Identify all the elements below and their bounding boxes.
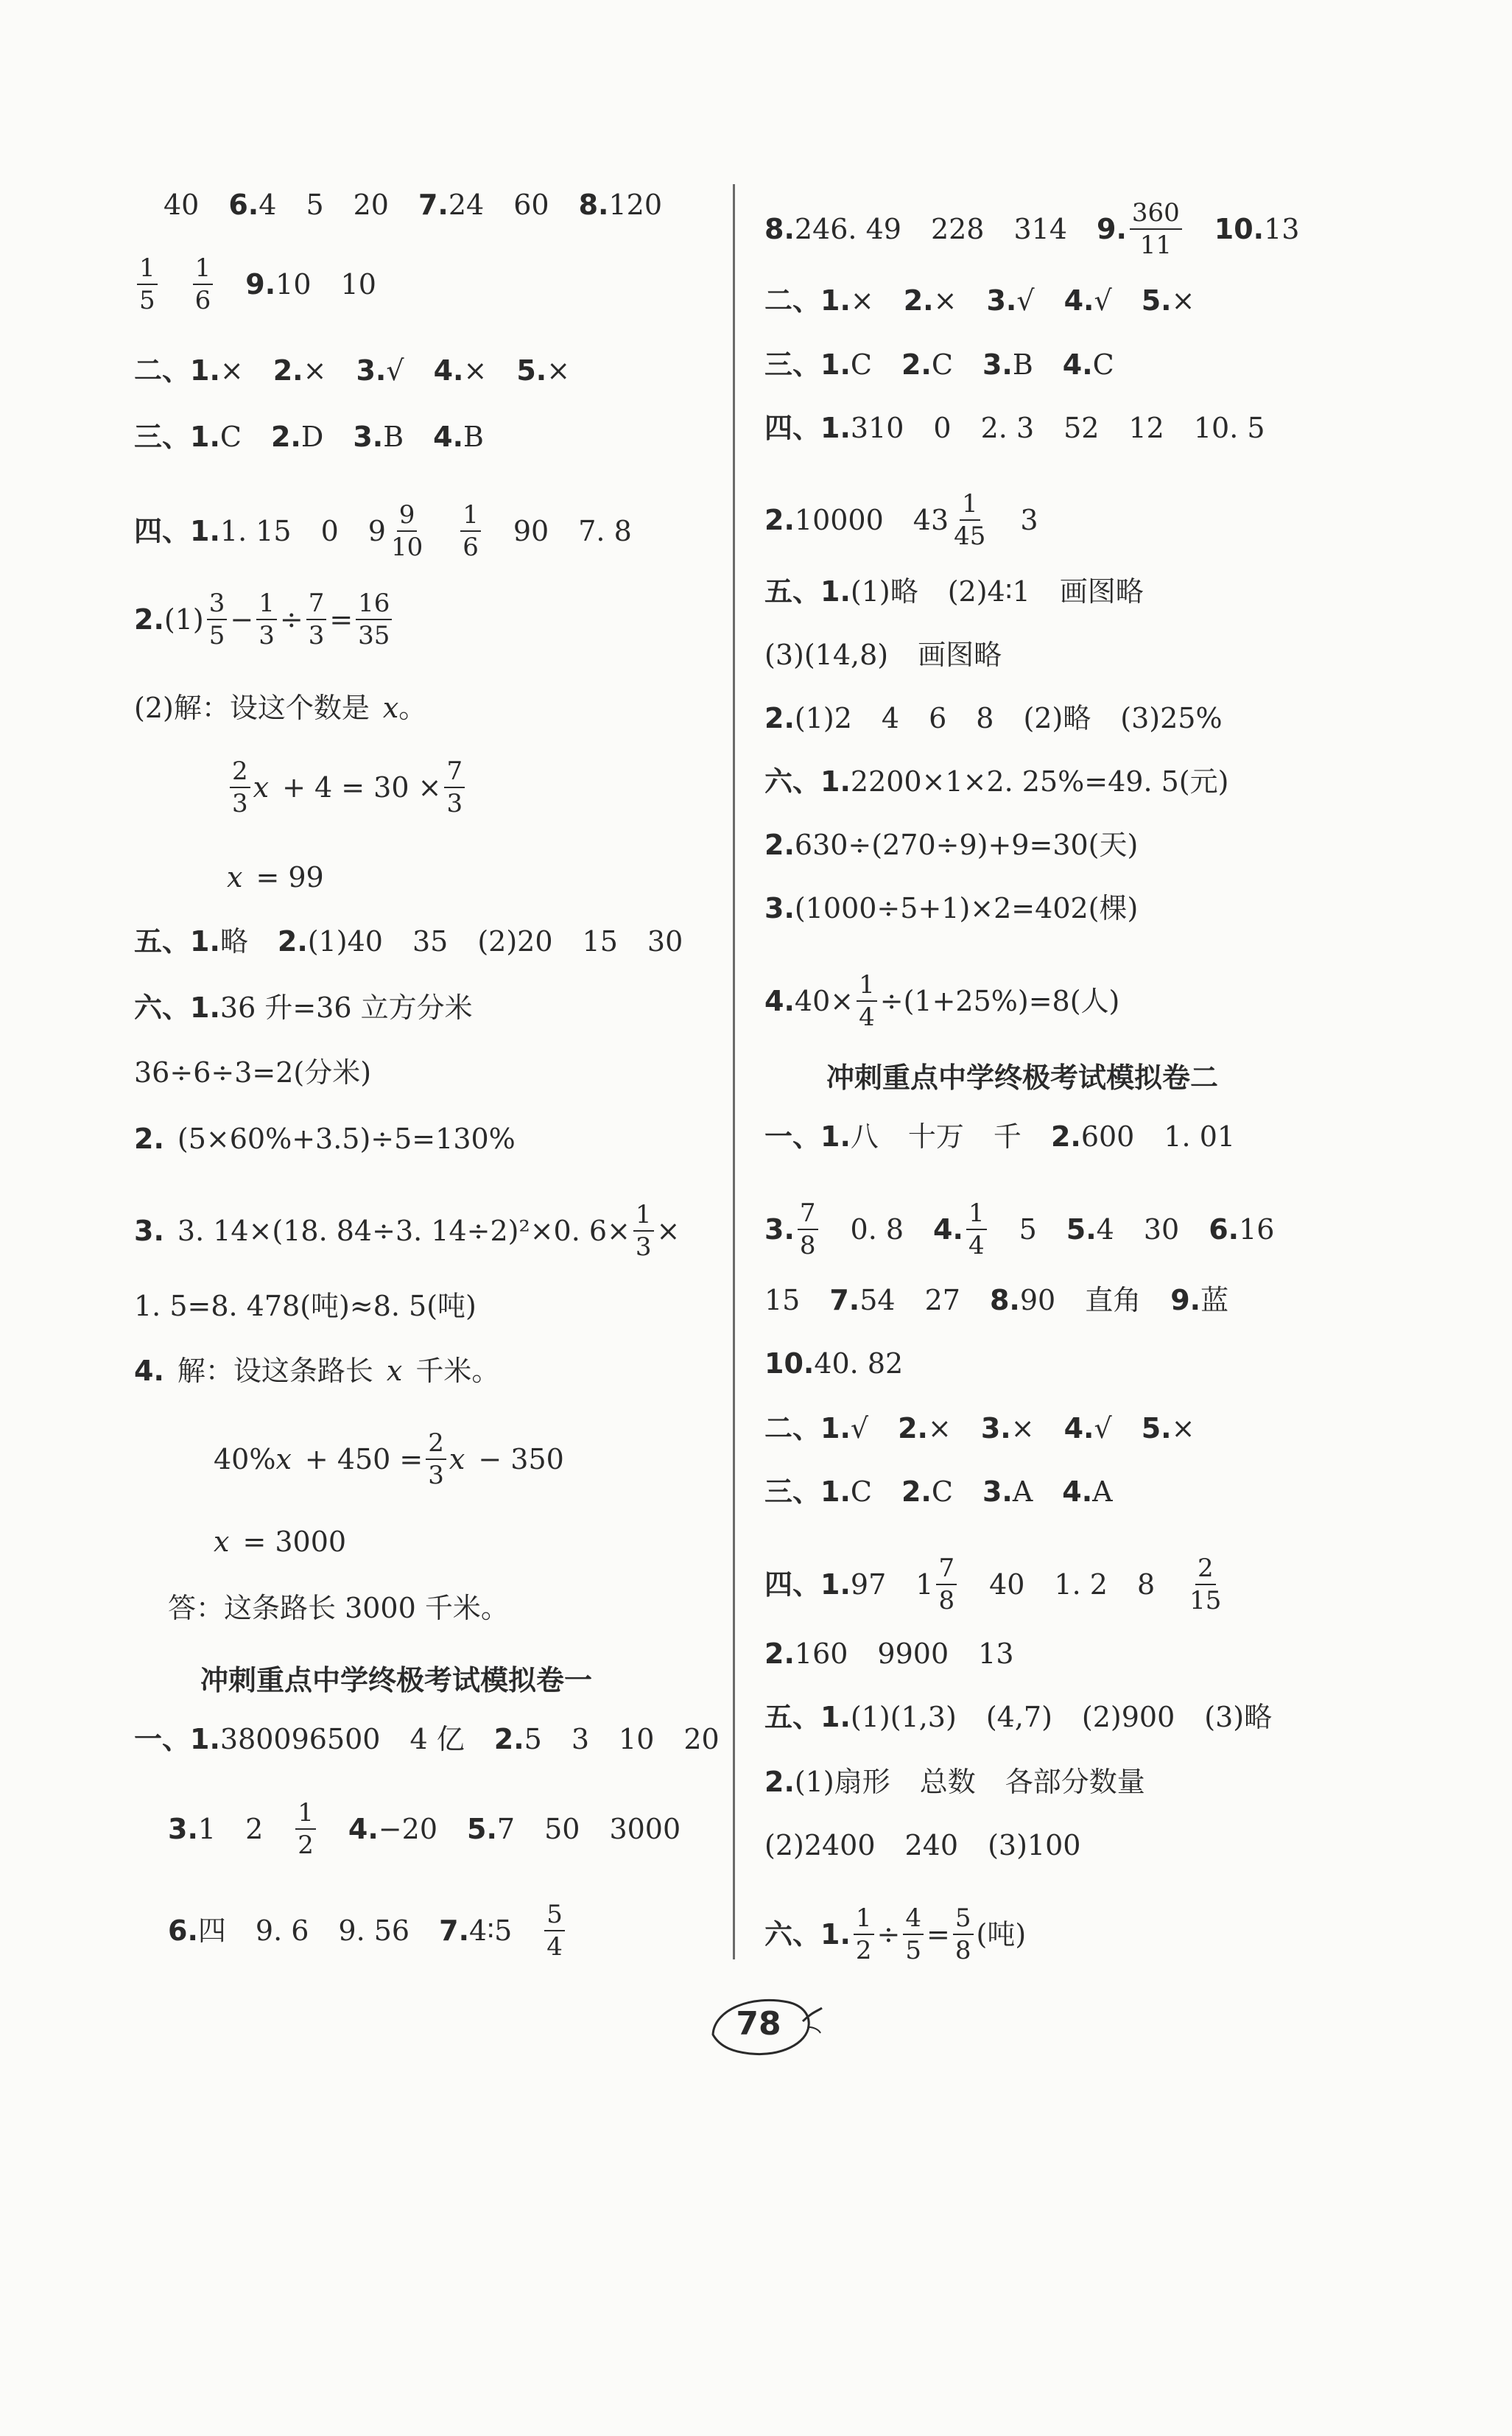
answer-line: 3. 1 2 $\frac{1}{2}$ 4. −20 5. 7 50 3000 bbox=[168, 1798, 681, 1860]
answer-line: 3. 3. 14×(18. 84÷3. 14÷2)²×0. 6× $\frac{1}{3}$ × bbox=[134, 1200, 681, 1262]
answer-line: (3)(14,8) 画图略 bbox=[764, 639, 1002, 671]
equation-line: 40% x + 450 = $\frac{2}{3}$ x − 350 bbox=[214, 1428, 564, 1490]
answer-line: 四、1. 1. 15 0 9 $\frac{9}{10}$ $\frac{1}{6}$ 90 7. 8 bbox=[134, 500, 632, 562]
answer-line: 五、1. 略 2. (1)40 35 (2)20 15 30 bbox=[134, 925, 683, 958]
answer-line: 六、1. $\frac{1}{2}$ ÷ $\frac{4}{5}$ = $\frac{5}{8}$ (吨) bbox=[764, 1903, 1027, 1965]
fraction: $\frac{2}{15}$ bbox=[1189, 1554, 1222, 1615]
fraction: $\frac{1}{5}$ bbox=[137, 254, 158, 315]
section-heading: 冲刺重点中学终极考试模拟卷二 bbox=[826, 1061, 1219, 1094]
answer-line: 二、1. × 2. × 3. √ 4. × 5. × bbox=[134, 354, 571, 387]
answer-line: 五、1. (1)略 (2)4∶1 画图略 bbox=[764, 575, 1144, 608]
answer-line: 2. (1) $\frac{3}{5}$ − $\frac{1}{3}$ ÷ $\frac{7}{3}$ = $\frac{16}{35}$ bbox=[134, 589, 395, 650]
answer-line: 一、1. 八 十万 千 2. 600 1. 01 bbox=[764, 1120, 1236, 1153]
answer-line: 三、1. C 2. D 3. B 4. B bbox=[134, 421, 484, 453]
equation-line: x = 99 bbox=[227, 861, 324, 894]
answer-line: 10. 40. 82 bbox=[764, 1347, 904, 1380]
answer-line: 2. 10000 43 $\frac{1}{45}$ 3 bbox=[764, 489, 1038, 551]
answer-line: 答：这条路长 3000 千米。 bbox=[168, 1592, 509, 1624]
fraction: $\frac{1}{3}$ bbox=[633, 1201, 654, 1261]
answer-line: 六、1. 2200×1×2. 25%=49. 5(元) bbox=[764, 765, 1229, 798]
section-heading: 冲刺重点中学终极考试模拟卷一 bbox=[200, 1664, 593, 1696]
answer-line: 36÷6÷3=2(分米) bbox=[134, 1056, 372, 1089]
fraction: $\frac{5}{8}$ bbox=[953, 1904, 974, 1965]
fraction: $\frac{7}{3}$ bbox=[444, 757, 465, 818]
equation-line: x = 3000 bbox=[214, 1526, 347, 1558]
answer-line: 4. 40× $\frac{1}{4}$ ÷(1+25%)=8(人) bbox=[764, 970, 1120, 1032]
answer-line: 一、1. 380096500 4 亿 2. 5 3 10 20 bbox=[134, 1723, 720, 1755]
fraction: $\frac{16}{35}$ bbox=[356, 589, 392, 650]
answer-line: 8. 246. 49 228 314 9. $\frac{360}{11}$ 10. 13 bbox=[764, 198, 1300, 260]
answer-line: 6. 四 9. 6 9. 56 7. 4∶5 $\frac{5}{4}$ bbox=[168, 1900, 568, 1961]
fraction: $\frac{1}{4}$ bbox=[966, 1199, 987, 1260]
fraction: $\frac{7}{3}$ bbox=[306, 589, 327, 650]
fraction: $\frac{1}{4}$ bbox=[857, 971, 877, 1031]
fraction: $\frac{3}{5}$ bbox=[207, 589, 228, 650]
answer-line: 1. 5=8. 478(吨)≈8. 5(吨) bbox=[134, 1290, 477, 1322]
answer-line: 3. $\frac{7}{8}$ 0. 8 4. $\frac{1}{4}$ 5 5. 4 30 6. 16 bbox=[764, 1198, 1275, 1260]
fraction: $\frac{360}{11}$ bbox=[1130, 199, 1182, 259]
answer-line: 四、1. 97 1 $\frac{7}{8}$ 40 1. 2 8 $\frac{2}{15}$ bbox=[764, 1554, 1226, 1615]
fraction: $\frac{5}{4}$ bbox=[544, 1900, 565, 1961]
fraction: $\frac{7}{8}$ bbox=[936, 1554, 957, 1615]
answer-line: 2. (5×60%+3.5)÷5=130% bbox=[134, 1123, 516, 1155]
answer-line: 40 6. 4 5 20 7. 24 60 8. 120 bbox=[163, 189, 663, 221]
page-number: 78 bbox=[707, 1989, 825, 2063]
answer-line: 三、1. C 2. C 3. B 4. C bbox=[764, 348, 1114, 381]
fraction: $\frac{1}{45}$ bbox=[954, 489, 986, 551]
answer-line: 五、1. (1)(1,3) (4,7) (2)900 (3)略 bbox=[764, 1701, 1273, 1733]
answer-line: (2)2400 240 (3)100 bbox=[764, 1829, 1081, 1861]
answer-line: 2. 160 9900 13 bbox=[764, 1638, 1014, 1670]
fraction: $\frac{2}{3}$ bbox=[426, 1429, 446, 1489]
answer-line: 15 7. 54 27 8. 90 直角 9. 蓝 bbox=[764, 1284, 1229, 1316]
answer-line: 3. (1000÷5+1)×2=402(棵) bbox=[764, 892, 1139, 924]
fraction: $\frac{1}{2}$ bbox=[854, 1904, 874, 1965]
fraction: $\frac{4}{5}$ bbox=[903, 1904, 924, 1965]
answer-line: (2)解：设这个数是 x 。 bbox=[134, 692, 427, 724]
equation-line: $\frac{2}{3}$ x + 4 = 30 × $\frac{7}{3}$ bbox=[227, 757, 468, 818]
answer-line: 六、1. 36 升=36 立方分米 bbox=[134, 991, 473, 1024]
answer-line: 二、1. √ 2. × 3. × 4. √ 5. × bbox=[764, 1412, 1195, 1445]
answer-line: 三、1. C 2. C 3. A 4. A bbox=[764, 1475, 1113, 1508]
fraction: $\frac{9}{10}$ bbox=[390, 500, 423, 562]
answer-line: 四、1. 310 0 2. 3 52 12 10. 5 bbox=[764, 412, 1265, 444]
fraction: $\frac{7}{8}$ bbox=[798, 1199, 818, 1260]
fraction: $\frac{1}{3}$ bbox=[256, 589, 277, 650]
answer-line: 2. 630÷(270÷9)+9=30(天) bbox=[764, 829, 1139, 861]
fraction: $\frac{1}{2}$ bbox=[295, 1799, 316, 1859]
column-divider bbox=[733, 184, 735, 1959]
fraction: $\frac{2}{3}$ bbox=[230, 757, 250, 818]
answer-line: 2. (1)扇形 总数 各部分数量 bbox=[764, 1766, 1145, 1798]
answer-line: $\frac{1}{5}$ $\frac{1}{6}$ 9. 10 10 bbox=[134, 254, 376, 315]
fraction: $\frac{1}{6}$ bbox=[193, 254, 214, 315]
fraction: $\frac{1}{6}$ bbox=[460, 501, 481, 561]
answer-line: 二、1. × 2. × 3. √ 4. √ 5. × bbox=[764, 284, 1195, 317]
answer-line: 4. 解：设这条路长 x 千米。 bbox=[134, 1355, 500, 1387]
answer-line: 2. (1)2 4 6 8 (2)略 (3)25% bbox=[764, 702, 1223, 734]
